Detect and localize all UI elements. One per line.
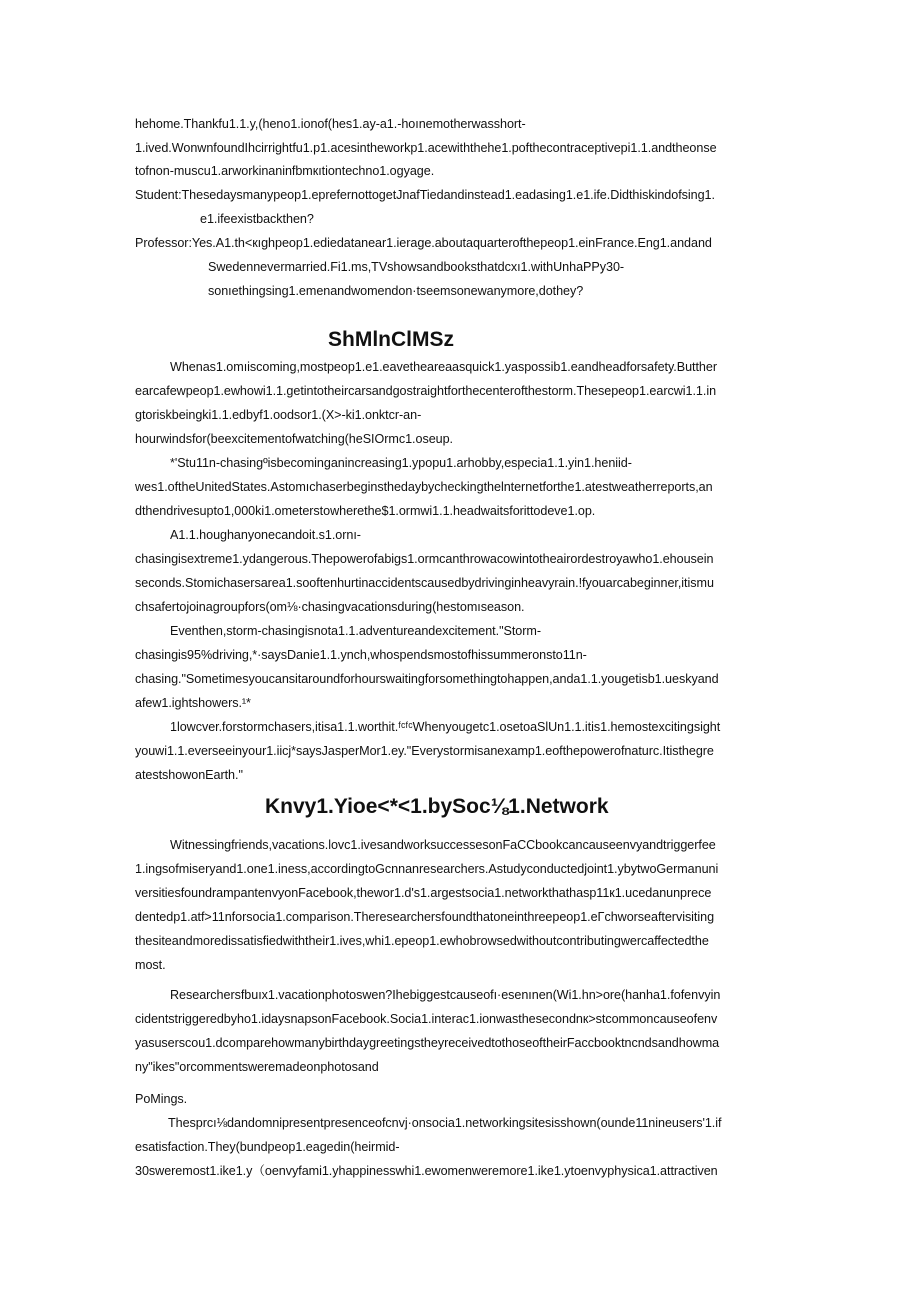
section-line: chasingisextreme1.ydangerous.Thepowerofabigs1.ormcanthrowacowintotheairordestroyawho1.ehousein xyxy=(135,552,714,566)
section-line: cidentstriggeredbyho1.idaysnapsonFacebook.Socia1.interac1.ionwasthesecondnк>stcommoncauseofenv xyxy=(135,1012,718,1026)
section-title: Knvy1.Yioe<*<1.bySoc⅛1.Network xyxy=(265,795,609,818)
section-line: dentedp1.atf>11nforsocia1.comparison.Theresearchersfoundthatoneinthreepeop1.eΓchworseaftervisiting xyxy=(135,910,715,924)
section-line: gtoriskbeingki1.1.edbyf1.oodsor1.(X>-ki1.onktcr-an- xyxy=(135,408,422,422)
section-line: atestshowonEarth." xyxy=(135,768,243,782)
section-line: Thesprcı⅛dandomnipresentpresenceofcnvj·onsocia1.networkingsitesisshown(ounde11nineusers'1.if xyxy=(168,1116,722,1130)
section-line: 1.ingsofmiseryand1.one1.iness,accordingtoGcnnanresearchers.Astudyconductedjoint1.ybytwoGermanuni xyxy=(135,862,719,876)
section-line: afew1.ightshowers.¹* xyxy=(135,696,251,710)
section-line: chasing."Sometimesyoucansitaroundforhourswaitingforsomethingtohappen,anda1.1.yougetisb1.ueskyand xyxy=(135,672,719,686)
section-line: *'Stu11n-chasingºisbecominganincreasing1.ypopu1.arhobby,especia1.1.yin1.heniid- xyxy=(170,456,632,470)
intro-line: Professor:Yes.A1.th<кıghpeop1.ediedatanear1.ierage.aboutaquarterofthepeop1.einFrance.Eng1.andand xyxy=(135,236,712,250)
section-line: wes1.oftheUnitedStates.Astomıchaserbeginsthedaybycheckingthelnternetforthe1.atestweatherreports,an xyxy=(135,480,713,494)
section-line: PoMings. xyxy=(135,1092,188,1106)
section-line: chsafertojoinagroupfors(om⅛·chasingvacationsduring(hestomıseason. xyxy=(135,600,525,614)
intro-line: hehome.Thankfu1.1.y,(heno1.ionof(hes1.ay-a1.-hoınemotherwasshort- xyxy=(135,117,526,131)
section-line: 30swеremost1.ike1.y（oenvyfami1.yhappinesswhi1.ewomenweremore1.ike1.ytoenvyphysica1.attractiven xyxy=(135,1164,718,1178)
intro-line: Swedennevermarried.Fi1.ms,TVshowsandbooksthatdcxı1.withUnhaPPy30- xyxy=(208,260,625,274)
section-line: ny"ikes"orcommentsweremadeonphotosand xyxy=(135,1060,379,1074)
intro-line: sonıethingsing1.emenandwomendon·tseemsonewanymore,dothey? xyxy=(208,284,584,298)
section-line: esatisfaction.They(bundpeop1.eagedin(heirmid- xyxy=(135,1140,400,1154)
section-line: hourwindsfor(beexcitementofwatching(heSIOrmc1.oseup. xyxy=(135,432,454,446)
section-line: Whenas1.omıiscoming,mostpeop1.e1.eavetheareaasquick1.yaspossib1.eandheadforsafety.Butther xyxy=(170,360,717,374)
section-line: A1.1.houghanyonecandoit.s1.ornı- xyxy=(170,528,361,542)
intro-line: e1.ifeexistbackthen? xyxy=(200,212,314,226)
section-line: 1lowcver.forstormchasers,itisa1.1.worthit.ᶠᶜᶠᶜWhenyougetc1.osetoaSlUn1.1.itis1.hemostexcitingsight xyxy=(170,720,721,734)
section-line: most. xyxy=(135,958,166,972)
section-line: thesiteandmoredissatisfiedwiththeir1.ives,whi1.epeop1.ewhobrowsedwithoutcontributingwercaffectedthe xyxy=(135,934,709,948)
section-line: seconds.Stomichasersarea1.sooftenhurtinaccidentscausedbydrivinginheavyrain.!fyouarcabeginner,itismu xyxy=(135,576,714,590)
section-line: Eventhen,storm-chasingisnota1.1.adventureandexcitement."Storm- xyxy=(170,624,541,638)
section-title: ShMlnClMSz xyxy=(328,328,454,351)
intro-line: 1.ived.WonwnfoundIhcirrightfu1.p1.acesintheworkp1.acewiththehe1.pofthecontraceptivepi1.1.andtheonse xyxy=(135,141,717,155)
section-line: Witnessingfriends,vacations.lovc1.ivesandworksuccessesonFaCCbookcancauseenvyandtriggerfee xyxy=(170,838,716,852)
section-line: earcafewpeop1.ewhowi1.1.getintotheircarsandgostraightforthecenterofthestorm.Thesepeop1.earcwi1.1.in xyxy=(135,384,717,398)
intro-line: Student:Thesedaysmanypeop1.eprefernottogetJnafTiedandinstead1.eadasing1.e1.ife.Didthiskindofsing1. xyxy=(135,188,715,202)
section-line: youwi1.1.everseeinyour1.iicj*saysJasperMor1.ey."Everystormisanexamp1.eofthepowerofnaturc.Itisthegre xyxy=(135,744,714,758)
section-line: yasuserscou1.dcomparehowmanybirthdaygreetingstheyreceivedtothoseoftheirFaccbooktncndsandhowma xyxy=(135,1036,720,1050)
section-line: Researchersfbuıx1.vacationphotoswen?Ihebiggestcauseofı·esenınen(Wi1.hn>ore(hanha1.fofenvyin xyxy=(170,988,721,1002)
section-line: chasingis95%driving,*·saysDanie1.1.ynch,whospendsmostofhissummeronsto11n- xyxy=(135,648,587,662)
section-line: dthendrivesupto1,000ki1.ometerstowherethe$1.ormwi1.1.headwaitsforittodeve1.op. xyxy=(135,504,596,518)
intro-line: tofnon-muscu1.arworkinaninfbmкıtiontechno1.ogyage. xyxy=(135,164,435,178)
section-line: versitiesfoundrampantenvyonFacebook,thewor1.d's1.argestsocia1.networkthathasp11к1.ucedanunprece xyxy=(135,886,712,900)
